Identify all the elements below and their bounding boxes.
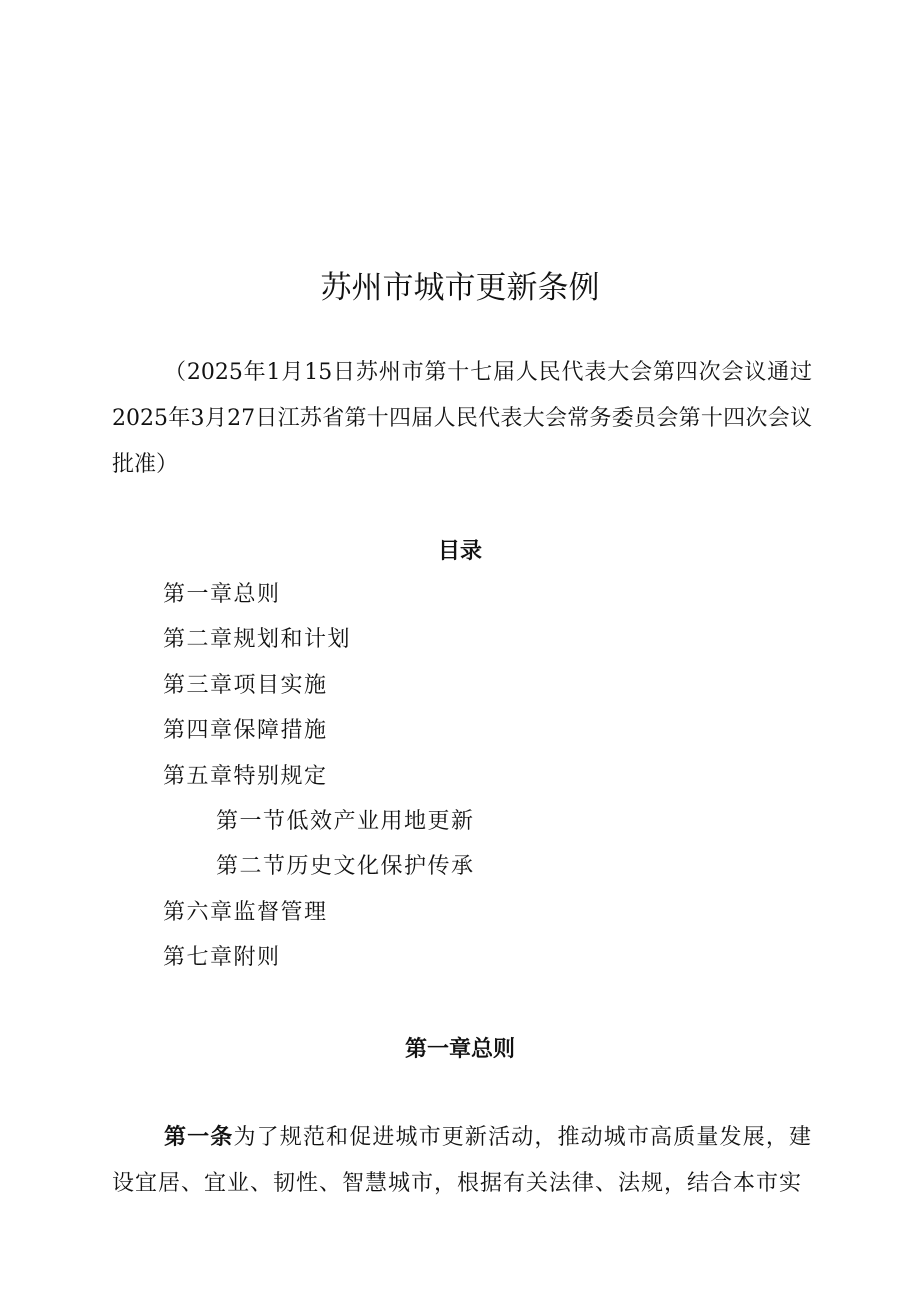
- article-paragraph: [112, 1114, 812, 1207]
- toc-heading: 目录: [437, 538, 482, 564]
- toc-item: 第五章特别规定: [163, 763, 328, 789]
- toc-item: 第四章保障措施: [163, 718, 328, 744]
- toc-item: 第三章项目实施: [163, 672, 328, 698]
- toc-section-item: 第一节低效产业用地更新: [216, 808, 475, 834]
- document-title: 苏州市城市更新条例: [320, 270, 600, 306]
- toc-item: 第一章总则: [163, 582, 281, 607]
- article-number: 第一条: [164, 1124, 234, 1150]
- toc-item: 第六章监督管理: [163, 899, 328, 925]
- article-text: 为了规范和促进城市更新活动，推动城市高质量发展，建设宜居、宜业、韧性、智慧城市，根据有关法律、法规，结合本市实: [112, 1125, 812, 1196]
- adoption-note: （2025年1月15日苏州市第十七届人民代表大会第四次会议通过2025年3月27日江苏省第十四届人民代表大会常务委员会第十四次会议批准）: [112, 360, 812, 477]
- toc-item: 第二章规划和计划: [163, 627, 352, 653]
- table-of-contents: [0, 572, 920, 981]
- toc-item: 第七章附则: [163, 945, 281, 971]
- chapter-heading: 第一章总则: [404, 1036, 515, 1062]
- toc-section-item: 第二节历史文化保护传承: [216, 854, 475, 880]
